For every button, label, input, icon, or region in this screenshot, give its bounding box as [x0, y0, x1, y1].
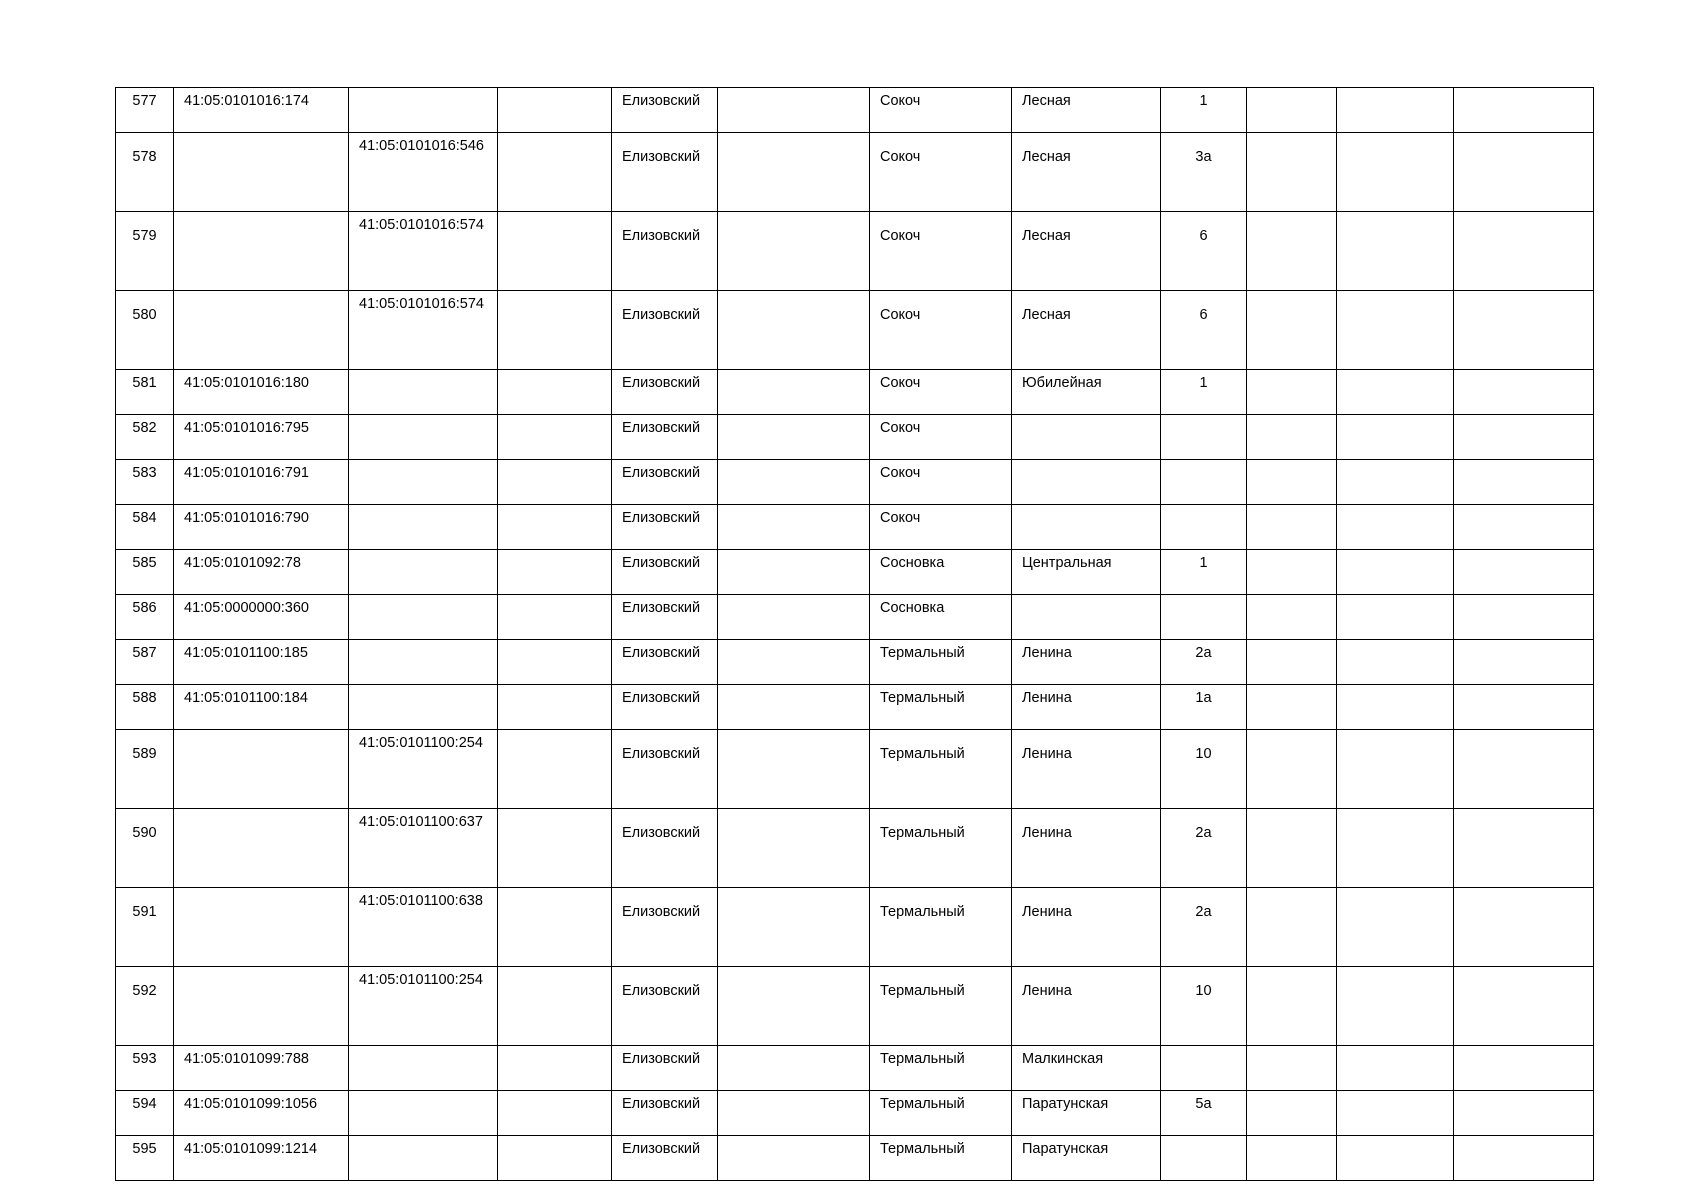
table-row: [116, 460, 1594, 505]
related-cadastral-number-cell: 41:05:0101016:574: [349, 212, 498, 291]
settlement-cell: Сосновка: [870, 595, 1012, 640]
empty-cell: [1454, 730, 1594, 809]
row-number-cell: 579: [116, 212, 174, 291]
empty-cell: [498, 1091, 612, 1136]
cadastral-number-cell: 41:05:0101016:791: [174, 460, 349, 505]
cadastral-number-cell: 41:05:0101092:78: [174, 550, 349, 595]
district-cell: Елизовский: [612, 291, 718, 370]
table-row: [116, 1136, 1594, 1181]
house-number-cell: [1161, 505, 1247, 550]
cadastral-number-cell: [174, 888, 349, 967]
street-cell: [1012, 595, 1161, 640]
cadastral-number-cell: 41:05:0101016:795: [174, 415, 349, 460]
table-row: [116, 1046, 1594, 1091]
empty-cell: [718, 967, 870, 1046]
empty-cell: [1337, 212, 1454, 291]
related-cadastral-number-cell: [349, 88, 498, 133]
row-number-cell: 585: [116, 550, 174, 595]
settlement-cell: Сокоч: [870, 212, 1012, 291]
street-cell: Паратунская: [1012, 1136, 1161, 1181]
settlement-cell: Сокоч: [870, 291, 1012, 370]
street-cell: Ленина: [1012, 730, 1161, 809]
empty-cell: [1337, 505, 1454, 550]
house-number-cell: 2а: [1161, 640, 1247, 685]
empty-cell: [1247, 967, 1337, 1046]
row-number-cell: 591: [116, 888, 174, 967]
empty-cell: [1454, 640, 1594, 685]
empty-cell: [1337, 685, 1454, 730]
empty-cell: [1337, 88, 1454, 133]
settlement-cell: Термальный: [870, 685, 1012, 730]
district-cell: Елизовский: [612, 460, 718, 505]
row-number-cell: 593: [116, 1046, 174, 1091]
empty-cell: [1247, 291, 1337, 370]
cadastral-number-cell: [174, 133, 349, 212]
house-number-cell: 6: [1161, 291, 1247, 370]
empty-cell: [1454, 967, 1594, 1046]
empty-cell: [1247, 685, 1337, 730]
empty-cell: [1454, 685, 1594, 730]
related-cadastral-number-cell: [349, 415, 498, 460]
empty-cell: [1454, 460, 1594, 505]
street-cell: Центральная: [1012, 550, 1161, 595]
table-row: [116, 370, 1594, 415]
row-number-cell: 582: [116, 415, 174, 460]
row-number-cell: 578: [116, 133, 174, 212]
district-cell: Елизовский: [612, 88, 718, 133]
house-number-cell: 3а: [1161, 133, 1247, 212]
cadastral-number-cell: 41:05:0101099:1214: [174, 1136, 349, 1181]
empty-cell: [498, 640, 612, 685]
empty-cell: [1454, 1136, 1594, 1181]
empty-cell: [718, 415, 870, 460]
related-cadastral-number-cell: [349, 550, 498, 595]
house-number-cell: 1: [1161, 88, 1247, 133]
empty-cell: [1337, 1046, 1454, 1091]
empty-cell: [1247, 505, 1337, 550]
empty-cell: [1247, 595, 1337, 640]
empty-cell: [718, 685, 870, 730]
street-cell: Лесная: [1012, 133, 1161, 212]
empty-cell: [498, 730, 612, 809]
house-number-cell: [1161, 1046, 1247, 1091]
related-cadastral-number-cell: [349, 460, 498, 505]
house-number-cell: 1: [1161, 370, 1247, 415]
street-cell: [1012, 415, 1161, 460]
empty-cell: [1454, 88, 1594, 133]
empty-cell: [1247, 133, 1337, 212]
empty-cell: [718, 370, 870, 415]
table-row: [116, 685, 1594, 730]
registry-table: [115, 87, 1594, 1181]
settlement-cell: Сокоч: [870, 460, 1012, 505]
empty-cell: [498, 1046, 612, 1091]
empty-cell: [1247, 809, 1337, 888]
empty-cell: [1337, 460, 1454, 505]
related-cadastral-number-cell: [349, 1046, 498, 1091]
empty-cell: [498, 415, 612, 460]
house-number-cell: [1161, 460, 1247, 505]
empty-cell: [498, 212, 612, 291]
empty-cell: [1454, 291, 1594, 370]
empty-cell: [498, 133, 612, 212]
empty-cell: [498, 370, 612, 415]
related-cadastral-number-cell: 41:05:0101016:546: [349, 133, 498, 212]
table-row: [116, 595, 1594, 640]
settlement-cell: Термальный: [870, 730, 1012, 809]
cadastral-number-cell: 41:05:0101016:180: [174, 370, 349, 415]
empty-cell: [1247, 1091, 1337, 1136]
street-cell: Ленина: [1012, 809, 1161, 888]
table-row: [116, 1091, 1594, 1136]
house-number-cell: 5а: [1161, 1091, 1247, 1136]
empty-cell: [718, 1091, 870, 1136]
table-row: [116, 212, 1594, 291]
empty-cell: [1454, 1091, 1594, 1136]
empty-cell: [498, 685, 612, 730]
empty-cell: [498, 967, 612, 1046]
cadastral-number-cell: [174, 212, 349, 291]
district-cell: Елизовский: [612, 640, 718, 685]
district-cell: Елизовский: [612, 1091, 718, 1136]
district-cell: Елизовский: [612, 133, 718, 212]
empty-cell: [718, 88, 870, 133]
empty-cell: [1337, 1091, 1454, 1136]
related-cadastral-number-cell: 41:05:0101100:637: [349, 809, 498, 888]
related-cadastral-number-cell: [349, 1136, 498, 1181]
empty-cell: [1337, 550, 1454, 595]
table-row: [116, 888, 1594, 967]
cadastral-number-cell: 41:05:0000000:360: [174, 595, 349, 640]
table-row: [116, 809, 1594, 888]
empty-cell: [1454, 212, 1594, 291]
street-cell: Лесная: [1012, 212, 1161, 291]
empty-cell: [498, 291, 612, 370]
related-cadastral-number-cell: [349, 505, 498, 550]
table-row: [116, 550, 1594, 595]
house-number-cell: 10: [1161, 967, 1247, 1046]
related-cadastral-number-cell: 41:05:0101016:574: [349, 291, 498, 370]
cadastral-number-cell: [174, 730, 349, 809]
cadastral-number-cell: [174, 291, 349, 370]
empty-cell: [498, 88, 612, 133]
empty-cell: [1454, 595, 1594, 640]
street-cell: Лесная: [1012, 88, 1161, 133]
empty-cell: [718, 1136, 870, 1181]
settlement-cell: Термальный: [870, 1091, 1012, 1136]
house-number-cell: [1161, 1136, 1247, 1181]
street-cell: Юбилейная: [1012, 370, 1161, 415]
district-cell: Елизовский: [612, 505, 718, 550]
row-number-cell: 588: [116, 685, 174, 730]
empty-cell: [718, 505, 870, 550]
empty-cell: [718, 550, 870, 595]
empty-cell: [1247, 730, 1337, 809]
row-number-cell: 577: [116, 88, 174, 133]
empty-cell: [1337, 809, 1454, 888]
empty-cell: [1247, 550, 1337, 595]
empty-cell: [1337, 640, 1454, 685]
street-cell: Ленина: [1012, 640, 1161, 685]
table-row: [116, 730, 1594, 809]
street-cell: Ленина: [1012, 967, 1161, 1046]
district-cell: Елизовский: [612, 370, 718, 415]
empty-cell: [1454, 505, 1594, 550]
empty-cell: [1337, 1136, 1454, 1181]
district-cell: Елизовский: [612, 212, 718, 291]
street-cell: [1012, 505, 1161, 550]
empty-cell: [1337, 595, 1454, 640]
related-cadastral-number-cell: [349, 370, 498, 415]
empty-cell: [1337, 370, 1454, 415]
settlement-cell: Термальный: [870, 888, 1012, 967]
empty-cell: [1247, 88, 1337, 133]
empty-cell: [1247, 888, 1337, 967]
cadastral-number-cell: [174, 809, 349, 888]
settlement-cell: Термальный: [870, 1046, 1012, 1091]
street-cell: Ленина: [1012, 888, 1161, 967]
cadastral-number-cell: 41:05:0101016:790: [174, 505, 349, 550]
empty-cell: [1337, 730, 1454, 809]
house-number-cell: [1161, 595, 1247, 640]
empty-cell: [718, 730, 870, 809]
empty-cell: [1337, 415, 1454, 460]
empty-cell: [1247, 1046, 1337, 1091]
table-row: [116, 133, 1594, 212]
empty-cell: [498, 888, 612, 967]
house-number-cell: 2а: [1161, 888, 1247, 967]
empty-cell: [1337, 967, 1454, 1046]
row-number-cell: 594: [116, 1091, 174, 1136]
district-cell: Елизовский: [612, 415, 718, 460]
house-number-cell: 1а: [1161, 685, 1247, 730]
related-cadastral-number-cell: [349, 1091, 498, 1136]
table-row: [116, 640, 1594, 685]
settlement-cell: Сокоч: [870, 505, 1012, 550]
empty-cell: [1337, 133, 1454, 212]
street-cell: Малкинская: [1012, 1046, 1161, 1091]
empty-cell: [1247, 212, 1337, 291]
house-number-cell: 2а: [1161, 809, 1247, 888]
district-cell: Елизовский: [612, 595, 718, 640]
house-number-cell: [1161, 415, 1247, 460]
empty-cell: [718, 595, 870, 640]
related-cadastral-number-cell: [349, 640, 498, 685]
row-number-cell: 586: [116, 595, 174, 640]
district-cell: Елизовский: [612, 550, 718, 595]
empty-cell: [718, 133, 870, 212]
row-number-cell: 595: [116, 1136, 174, 1181]
row-number-cell: 590: [116, 809, 174, 888]
empty-cell: [718, 460, 870, 505]
table-row: [116, 967, 1594, 1046]
empty-cell: [1454, 415, 1594, 460]
table-row: [116, 415, 1594, 460]
empty-cell: [718, 291, 870, 370]
empty-cell: [498, 809, 612, 888]
table-row: [116, 505, 1594, 550]
district-cell: Елизовский: [612, 730, 718, 809]
empty-cell: [1454, 133, 1594, 212]
related-cadastral-number-cell: 41:05:0101100:254: [349, 967, 498, 1046]
empty-cell: [1454, 809, 1594, 888]
empty-cell: [718, 888, 870, 967]
empty-cell: [498, 595, 612, 640]
settlement-cell: Термальный: [870, 640, 1012, 685]
table-row: [116, 291, 1594, 370]
table-row: [116, 88, 1594, 133]
row-number-cell: 592: [116, 967, 174, 1046]
empty-cell: [1247, 415, 1337, 460]
settlement-cell: Термальный: [870, 1136, 1012, 1181]
district-cell: Елизовский: [612, 1046, 718, 1091]
cadastral-number-cell: 41:05:0101016:174: [174, 88, 349, 133]
district-cell: Елизовский: [612, 1136, 718, 1181]
empty-cell: [718, 212, 870, 291]
settlement-cell: Сокоч: [870, 133, 1012, 212]
street-cell: [1012, 460, 1161, 505]
row-number-cell: 583: [116, 460, 174, 505]
street-cell: Паратунская: [1012, 1091, 1161, 1136]
row-number-cell: 584: [116, 505, 174, 550]
row-number-cell: 581: [116, 370, 174, 415]
settlement-cell: Термальный: [870, 809, 1012, 888]
cadastral-number-cell: 41:05:0101099:788: [174, 1046, 349, 1091]
cadastral-number-cell: 41:05:0101100:185: [174, 640, 349, 685]
registry-table-body: [116, 88, 1594, 1181]
empty-cell: [1247, 370, 1337, 415]
empty-cell: [1247, 1136, 1337, 1181]
related-cadastral-number-cell: 41:05:0101100:254: [349, 730, 498, 809]
house-number-cell: 6: [1161, 212, 1247, 291]
settlement-cell: Сокоч: [870, 370, 1012, 415]
related-cadastral-number-cell: [349, 595, 498, 640]
row-number-cell: 587: [116, 640, 174, 685]
empty-cell: [1454, 1046, 1594, 1091]
empty-cell: [718, 640, 870, 685]
settlement-cell: Сокоч: [870, 88, 1012, 133]
settlement-cell: Термальный: [870, 967, 1012, 1046]
related-cadastral-number-cell: 41:05:0101100:638: [349, 888, 498, 967]
empty-cell: [1454, 550, 1594, 595]
district-cell: Елизовский: [612, 888, 718, 967]
empty-cell: [1247, 640, 1337, 685]
district-cell: Елизовский: [612, 685, 718, 730]
cadastral-number-cell: 41:05:0101100:184: [174, 685, 349, 730]
empty-cell: [498, 1136, 612, 1181]
district-cell: Елизовский: [612, 967, 718, 1046]
empty-cell: [498, 460, 612, 505]
cadastral-number-cell: 41:05:0101099:1056: [174, 1091, 349, 1136]
row-number-cell: 589: [116, 730, 174, 809]
district-cell: Елизовский: [612, 809, 718, 888]
settlement-cell: Сокоч: [870, 415, 1012, 460]
row-number-cell: 580: [116, 291, 174, 370]
empty-cell: [498, 550, 612, 595]
house-number-cell: 10: [1161, 730, 1247, 809]
empty-cell: [1337, 291, 1454, 370]
empty-cell: [1454, 370, 1594, 415]
street-cell: Лесная: [1012, 291, 1161, 370]
street-cell: Ленина: [1012, 685, 1161, 730]
related-cadastral-number-cell: [349, 685, 498, 730]
empty-cell: [1454, 888, 1594, 967]
house-number-cell: 1: [1161, 550, 1247, 595]
cadastral-number-cell: [174, 967, 349, 1046]
empty-cell: [718, 1046, 870, 1091]
empty-cell: [1247, 460, 1337, 505]
settlement-cell: Сосновка: [870, 550, 1012, 595]
empty-cell: [1337, 888, 1454, 967]
empty-cell: [718, 809, 870, 888]
empty-cell: [498, 505, 612, 550]
